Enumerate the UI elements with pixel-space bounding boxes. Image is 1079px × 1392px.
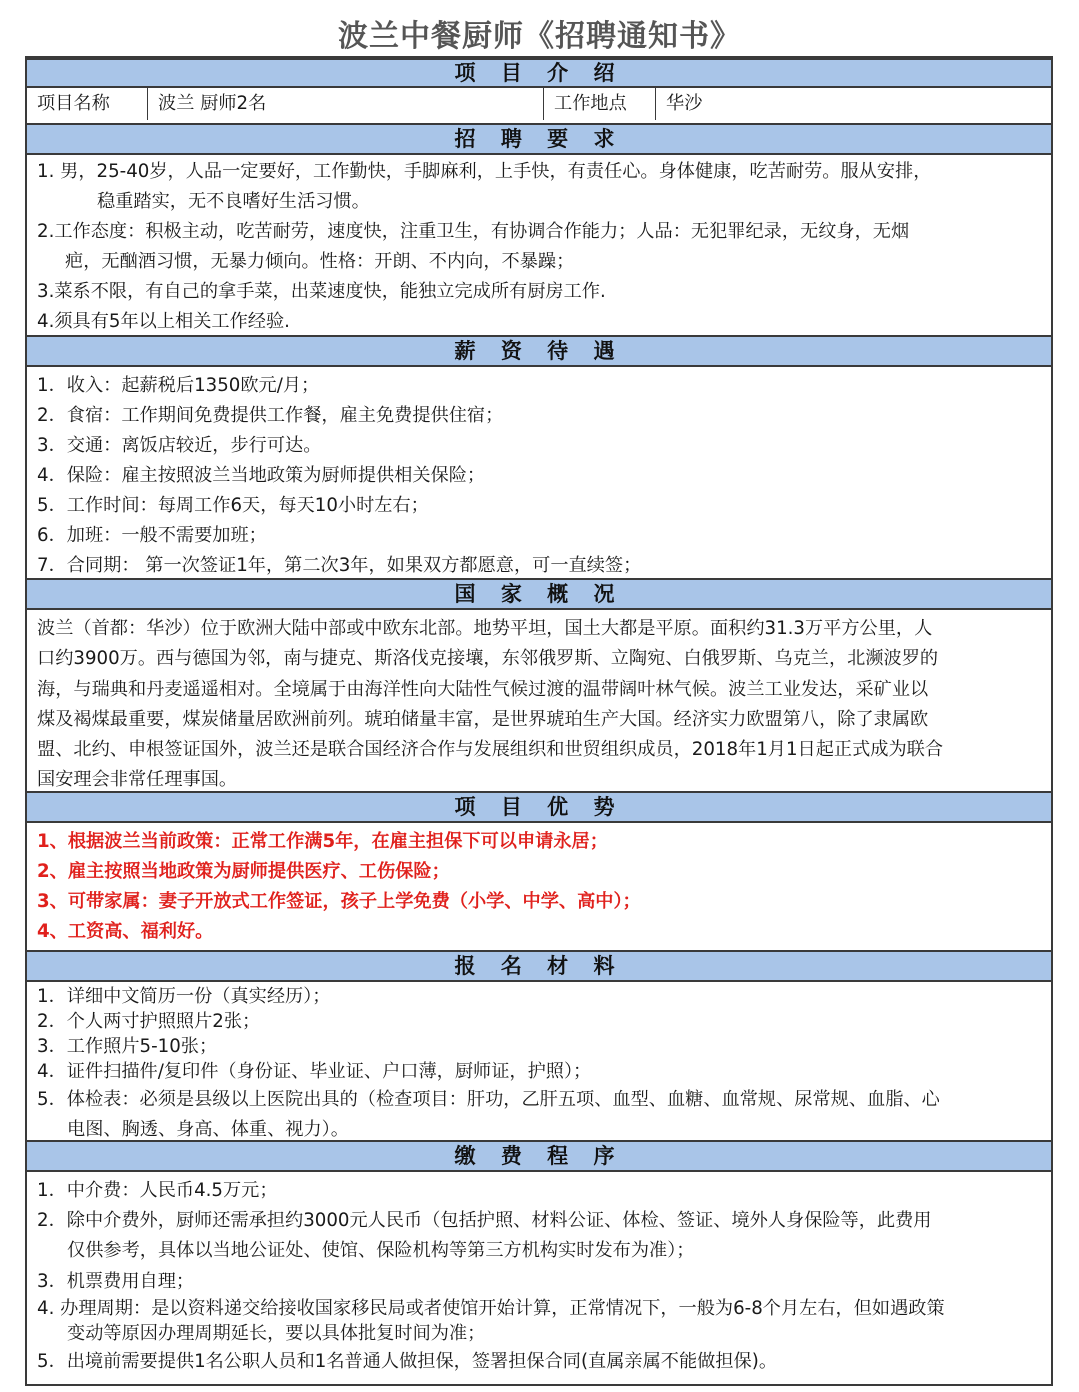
country-section bbox=[27, 610, 1051, 792]
advantage-line: 3、可带家属：妻子开放式工作签证，孩子上学免费（小学、中学、高中）； bbox=[37, 891, 641, 912]
advantage-line: 4、工资高、福利好。 bbox=[37, 921, 214, 942]
section-header-advantages: 项 目 优 势 bbox=[27, 791, 1051, 823]
section-header-requirements: 招 聘 要 求 bbox=[27, 123, 1051, 155]
fee-line: 5．出境前需要提供1名公职人员和1名普通人做担保，签署担保合同(直属亲属不能做担保)。 bbox=[37, 1351, 778, 1372]
fee-line: 变动等原因办理周期延长，要以具体批复时间为准； bbox=[67, 1323, 486, 1344]
requirement-line: 稳重踏实，无不良嗜好生活习惯。 bbox=[97, 191, 370, 212]
project-intro-row bbox=[27, 88, 1051, 124]
material-line: 2．个人两寸护照照片2张； bbox=[37, 1011, 261, 1032]
section-header-fees: 缴 费 程 序 bbox=[27, 1140, 1051, 1172]
requirement-line: 疤，无酗酒习惯，无暴力倾向。性格：开朗、不内向，不暴躁； bbox=[65, 251, 575, 272]
project-name-value: 波兰 厨师2名 bbox=[147, 88, 543, 120]
section-header-project-intro: 项 目 介 绍 bbox=[27, 58, 1051, 88]
country-line: 盟、北约、申根签证国外，波兰还是联合国经济合作与发展组织和世贸组织成员，2018年1月1日起正式成为联合 bbox=[37, 739, 944, 760]
salary-line: 6．加班：一般不需要加班； bbox=[37, 525, 267, 546]
work-location-value: 华沙 bbox=[655, 88, 1051, 120]
advantage-line: 2、雇主按照当地政策为厨师提供医疗、工伤保险； bbox=[37, 861, 450, 882]
materials-section bbox=[27, 982, 1051, 1142]
advantage-line: 1、根据波兰当前政策：正常工作满5年，在雇主担保下可以申请永居； bbox=[37, 831, 608, 852]
project-name-label: 项目名称 bbox=[37, 93, 110, 114]
fee-line: 仅供参考，具体以当地公证处、使馆、保险机构等第三方机构实时发布为准）； bbox=[67, 1240, 695, 1261]
country-line: 海，与瑞典和丹麦遥遥相对。全境属于由海洋性向大陆性气候过渡的温带阔叶林气候。波兰工业发达，采矿业以 bbox=[37, 679, 929, 700]
country-line: 煤及褐煤最重要，煤炭储量居欧洲前列。琥珀储量丰富，是世界琥珀生产大国。经济实力欧盟第八，除了隶属欧 bbox=[37, 709, 929, 730]
salary-line: 4．保险：雇主按照波兰当地政策为厨师提供相关保险； bbox=[37, 465, 486, 486]
salary-line: 2．食宿：工作期间免费提供工作餐，雇主免费提供住宿； bbox=[37, 405, 504, 426]
material-line: 电图、胸透、身高、体重、视力）。 bbox=[67, 1119, 349, 1140]
page-title: 波兰中餐厨师《招聘通知书》 bbox=[338, 19, 741, 54]
notice-table bbox=[25, 56, 1053, 1386]
material-line: 1．详细中文简历一份（真实经历）； bbox=[37, 986, 331, 1007]
fee-line: 3．机票费用自理； bbox=[37, 1271, 195, 1292]
fee-line: 1．中介费：人民币4.5万元； bbox=[37, 1180, 278, 1201]
material-line: 3．工作照片5-10张； bbox=[37, 1036, 218, 1057]
requirements-section bbox=[27, 155, 1051, 335]
country-line: 国安理会非常任理事国。 bbox=[37, 769, 238, 790]
advantages-section bbox=[27, 823, 1051, 950]
section-header-country: 国 家 概 况 bbox=[27, 578, 1051, 610]
section-header-materials: 报 名 材 料 bbox=[27, 950, 1051, 982]
salary-line: 5．工作时间：每周工作6天，每天10小时左右； bbox=[37, 495, 429, 516]
section-header-salary: 薪 资 待 遇 bbox=[27, 335, 1051, 367]
requirement-line: 3.菜系不限，有自己的拿手菜，出菜速度快，能独立完成所有厨房工作. bbox=[37, 281, 606, 302]
fees-section bbox=[27, 1172, 1051, 1384]
material-line: 4．证件扫描件/复印件（身份证、毕业证、户口薄，厨师证，护照）； bbox=[37, 1061, 592, 1082]
requirement-line: 1. 男，25-40岁，人品一定要好，工作勤快，手脚麻利，上手快，有责任心。身体健康，吃苦耐劳。服从安排， bbox=[37, 161, 932, 182]
salary-line: 7．合同期： 第一次签证1年，第二次3年，如果双方都愿意，可一直续签； bbox=[37, 555, 642, 576]
requirement-line: 4.须具有5年以上相关工作经验. bbox=[37, 311, 290, 332]
country-line: 口约3900万。西与德国为邻，南与捷克、斯洛伐克接壤，东邻俄罗斯、立陶宛、白俄罗斯、乌克兰，北濒波罗的 bbox=[37, 648, 939, 669]
salary-section bbox=[27, 367, 1051, 580]
salary-line: 1．收入：起薪税后1350欧元/月； bbox=[37, 375, 320, 396]
material-line: 5．体检表：必须是县级以上医院出具的（检查项目：肝功，乙肝五项、血型、血糖、血常规、尿常规、血脂、心 bbox=[37, 1089, 940, 1110]
requirement-line: 2.工作态度：积极主动，吃苦耐劳，速度快，注重卫生，有协调合作能力；人品：无犯罪纪录，无纹身，无烟 bbox=[37, 221, 910, 242]
fee-line: 2．除中介费外，厨师还需承担约3000元人民币（包括护照、材料公证、体检、签证、境外人身保险等，此费用 bbox=[37, 1210, 932, 1231]
work-location-label: 工作地点 bbox=[543, 88, 655, 120]
fee-line: 4. 办理周期：是以资料递交给接收国家移民局或者使馆开始计算，正常情况下，一般为6-8个月左右，但如遇政策 bbox=[37, 1298, 945, 1319]
country-line: 波兰（首都：华沙）位于欧洲大陆中部或中欧东北部。地势平坦，国土大都是平原。面积约31.3万平方公里，人 bbox=[37, 618, 933, 639]
salary-line: 3．交通：离饭店较近，步行可达。 bbox=[37, 435, 322, 456]
